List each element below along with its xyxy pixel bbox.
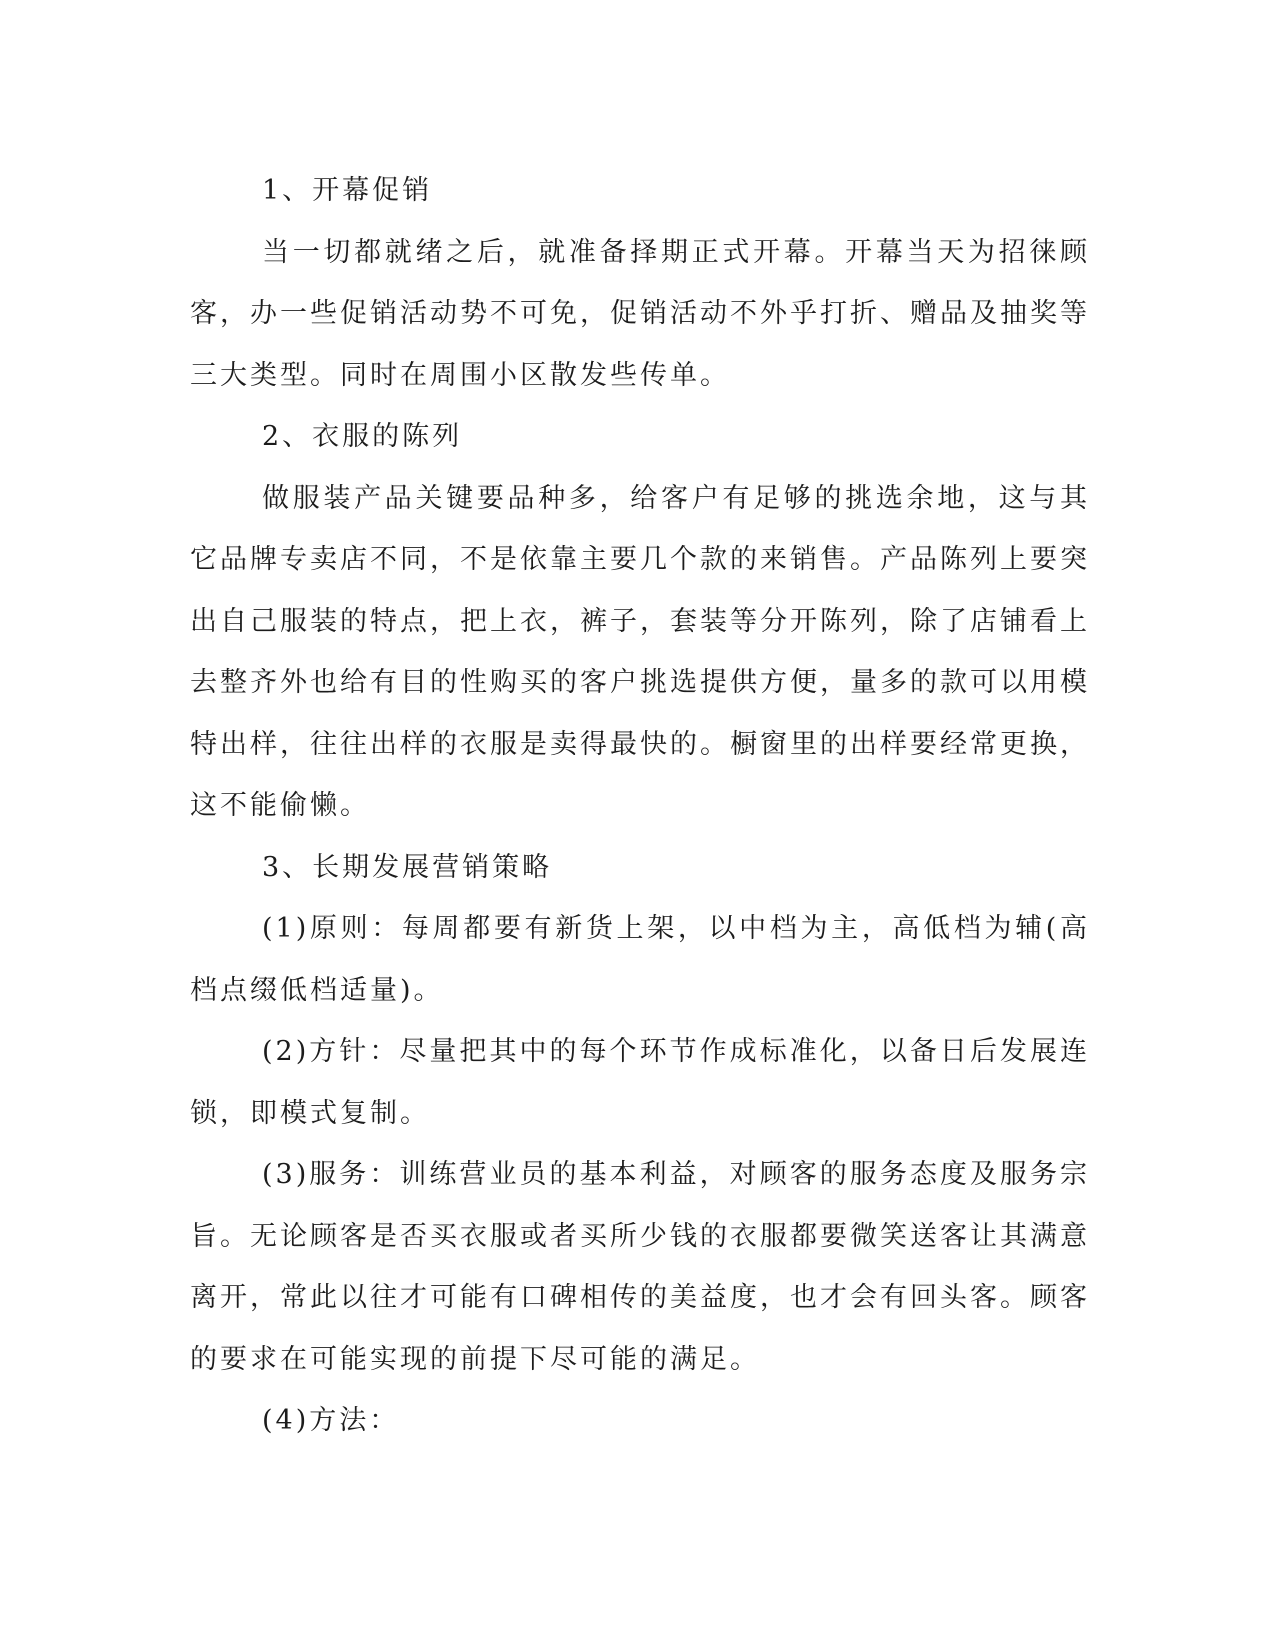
paragraph-policy: (2)方针：尽量把其中的每个环节作成标准化，以备日后发展连锁，即模式复制。 xyxy=(190,1036,1090,1129)
heading-clothing-display: 2、衣服的陈列 xyxy=(262,421,463,452)
paragraph-clothing-display: 做服装产品关键要品种多，给客户有足够的挑选余地，这与其它品牌专卖店不同，不是依靠主要几个款的来销售。产品陈列上要突出自己服装的特点，把上衣，裤子，套装等分开陈列，除了店铺看上去整齐外也给有目的性购买的客户挑选提供方便，量多的款可以用模特出样，往往出样的衣服是卖得最快的。橱窗里的出样要经常更换，这不能偷懒。 xyxy=(190,482,1090,821)
paragraph-method: (4)方法： xyxy=(262,1405,400,1436)
paragraph-opening-promotion: 当一切都就绪之后，就准备择期正式开幕。开幕当天为招徕顾客，办一些促销活动势不可免，促销活动不外乎打折、赠品及抽奖等三大类型。同时在周围小区散发些传单。 xyxy=(190,236,1090,391)
heading-marketing-strategy: 3、长期发展营销策略 xyxy=(262,851,553,883)
document-body xyxy=(190,160,1090,1452)
paragraph-principle: (1)原则：每周都要有新货上架，以中档为主，高低档为辅(高档点缀低档适量)。 xyxy=(190,913,1090,1006)
paragraph-service: (3)服务：训练营业员的基本利益，对顾客的服务态度及服务宗旨。无论顾客是否买衣服或者买所少钱的衣服都要微笑送客让其满意离开，常此以往才可能有口碑相传的美益度，也才会有回头客。顾客的要求在可能实现的前提下尽可能的满足。 xyxy=(190,1159,1090,1375)
heading-opening-promotion: 1、开幕促销 xyxy=(262,175,433,206)
